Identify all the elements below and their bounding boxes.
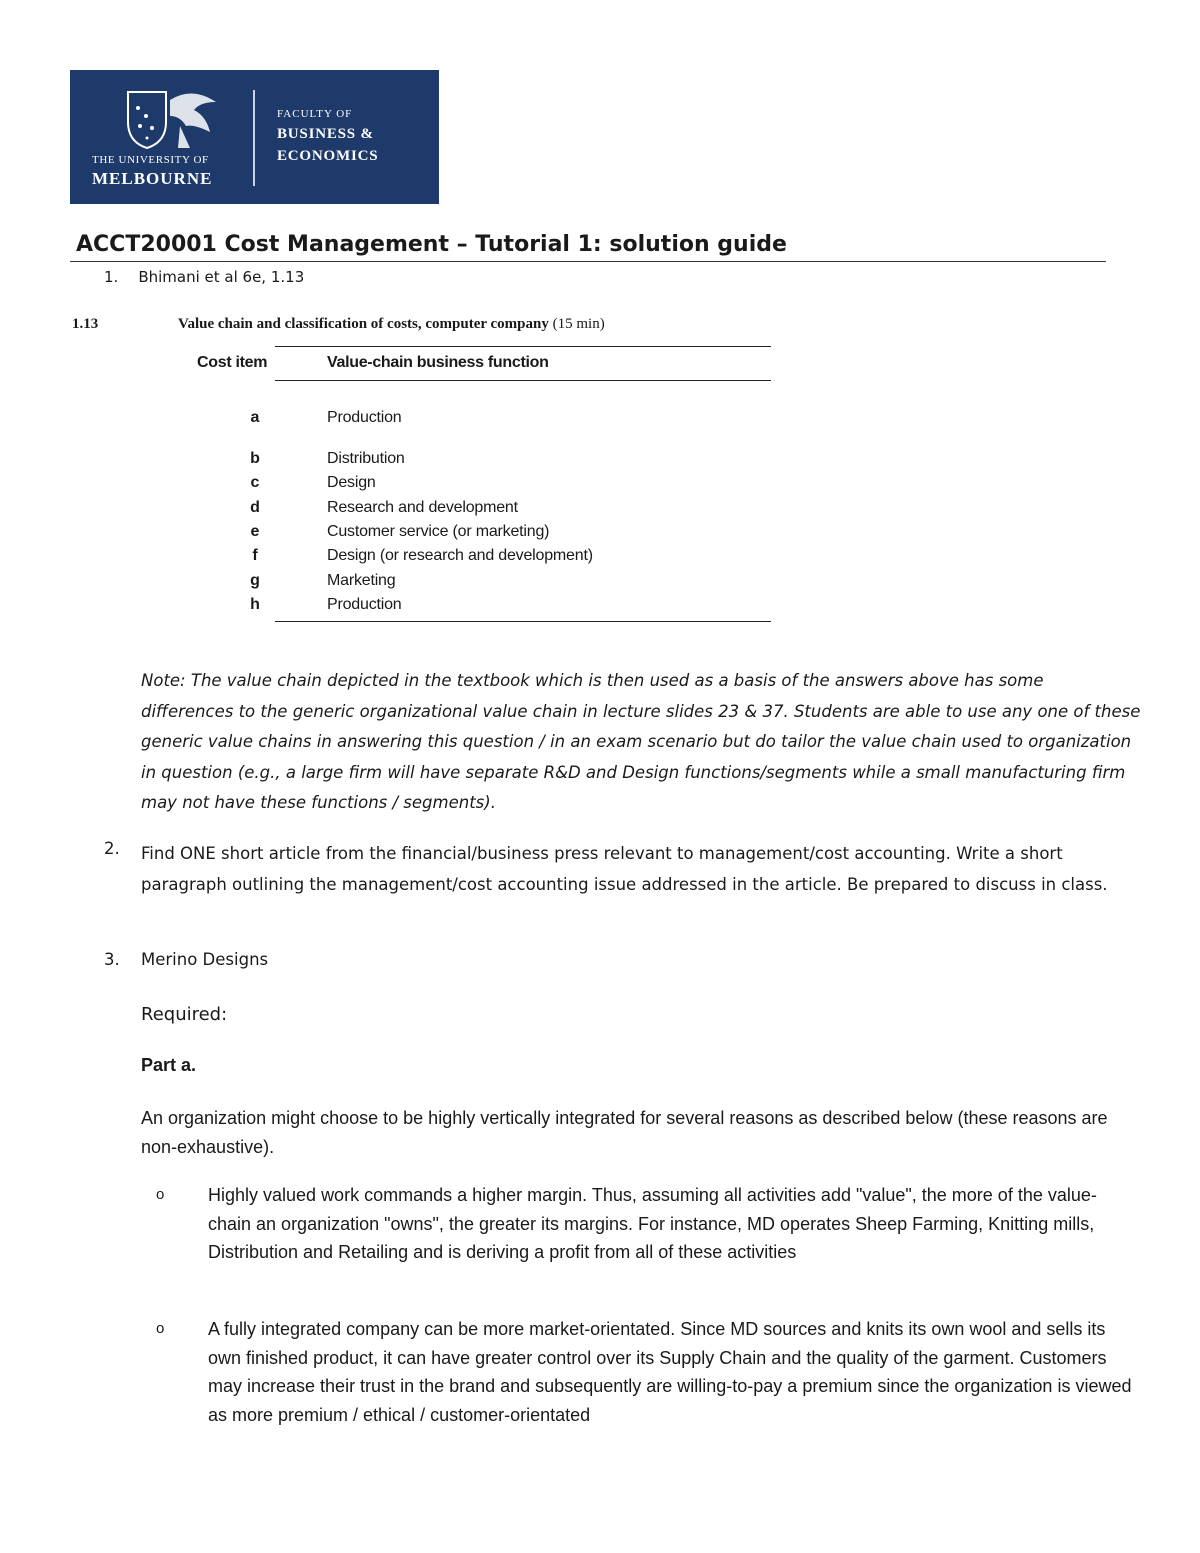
question-1 (104, 268, 304, 286)
exercise-heading (178, 316, 605, 333)
logo-faculty-line1: FACULTY OF (277, 108, 353, 120)
table-row-function: Production (327, 596, 402, 613)
table-header-cost-item: Cost item (197, 354, 268, 371)
bullet-marker: o (156, 1186, 165, 1203)
table-row-item: e (250, 523, 260, 540)
exercise-duration: (15 min) (552, 316, 605, 332)
table-row-item: b (250, 450, 260, 467)
table-row-item: a (250, 409, 260, 426)
note-paragraph: Note: The value chain depicted in the textbook which is then used as a basis of the answers above has some differences to the generic organizational value chain in lecture slides 23 & 37. Students are able to use any one of these generic value chains in answering this question / in an exam scenario but do tailor the value chain used to organization in question (e.g., a large firm will have separate R&D and Design functions/segments while a small manufacturing firm may not have these functions / segments). (141, 671, 1141, 813)
table-row-item: h (250, 596, 260, 613)
logo-university-line: THE UNIVERSITY OF (92, 154, 209, 166)
bullet-item: Highly valued work commands a higher margin. Thus, assuming all activities add "value", the more of the value-chain an organization "owns", the greater its margins. For instance, MD operates Sheep Farming, Knitting mills, Distribution and Retailing and is deriving a profit from all of these activities (208, 1185, 1097, 1262)
required-heading: Required: (141, 1004, 228, 1025)
table-row-item: d (250, 499, 260, 516)
logo-faculty-line3: ECONOMICS (277, 148, 379, 164)
university-crest-icon (120, 86, 230, 152)
table-row-item: f (252, 547, 258, 564)
table-header-rule (275, 380, 771, 381)
question-3-text: Merino Designs (141, 950, 269, 969)
table-header-function: Value-chain business function (327, 354, 549, 371)
question-2-number: 2. (104, 839, 120, 858)
intro-paragraph: An organization might choose to be highly vertically integrated for several reasons as described below (these reasons are non-exhaustive). (141, 1108, 1108, 1157)
university-logo (70, 70, 439, 204)
table-top-rule (275, 346, 771, 347)
title-underline (70, 261, 1106, 262)
part-a-heading: Part a. (141, 1055, 197, 1075)
exercise-number: 1.13 (72, 316, 99, 332)
table-row-function: Distribution (327, 450, 405, 467)
question-2-text: Find ONE short article from the financial/business press relevant to management/cost accounting. Write a short paragraph outlining the management/cost accounting issue addressed in the article. Be prepared to discuss in class. (141, 844, 1108, 894)
bullet-marker: o (156, 1320, 165, 1337)
logo-melbourne-line: MELBOURNE (92, 169, 213, 188)
table-row-function: Production (327, 409, 402, 426)
logo-faculty-line2: BUSINESS & (277, 126, 374, 142)
question-1-number: 1. (104, 268, 119, 286)
table-row-function: Customer service (or marketing) (327, 523, 550, 540)
page-title: ACCT20001 Cost Management – Tutorial 1: solution guide (76, 232, 787, 257)
table-row-function: Design (or research and development) (327, 547, 593, 564)
table-row-item: c (250, 474, 260, 491)
table-row-function: Marketing (327, 572, 396, 589)
table-row-function: Design (327, 474, 376, 491)
logo-divider (253, 90, 255, 186)
table-row-item: g (250, 572, 260, 589)
exercise-title: Value chain and classification of costs, computer company (178, 316, 549, 332)
question-3-number: 3. (104, 950, 120, 969)
question-1-label: Bhimani et al 6e, 1.13 (138, 268, 305, 286)
table-row-function: Research and development (327, 499, 518, 516)
bullet-item: A fully integrated company can be more market-orientated. Since MD sources and knits its own wool and sells its own finished product, it can have greater control over its Supply Chain and the quality of the garment. Customers may increase their trust in the brand and subsequently are willing-to-pay a premium since the organization is viewed as more premium / ethical / customer-orientated (208, 1319, 1132, 1425)
table-bottom-rule (275, 621, 771, 622)
